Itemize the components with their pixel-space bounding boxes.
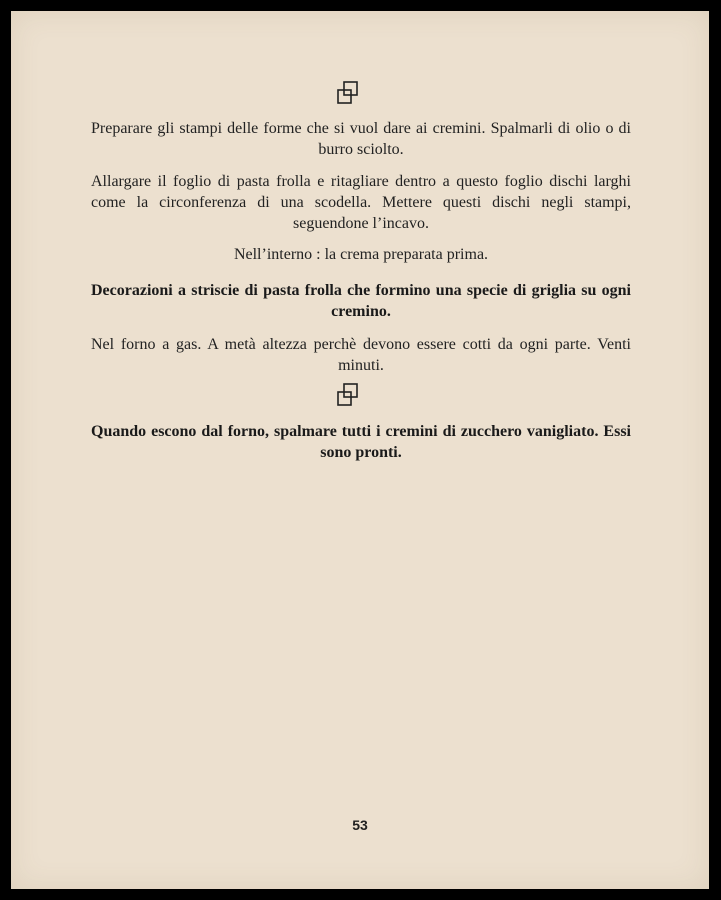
- paragraph-baking: Nel forno a gas. A metà altezza perchè devono essere cotti da ogni parte. Venti minuti.: [91, 336, 631, 374]
- page-number: 53: [352, 817, 368, 833]
- paragraph-filling: Nell’interno : la crema preparata prima.: [233, 246, 489, 263]
- overlapping-squares-icon: [336, 383, 360, 407]
- paragraph-finish: Quando escono dal forno, spalmare tutti i cremini di zucchero vanigliato. Essi sono pronti.: [91, 423, 631, 461]
- paragraph-roll-dough: Allargare il foglio di pasta frolla e ritagliare dentro a questo foglio dischi larghi come la circonferenza di una scodella. Mettere questi dischi negli stampi, seguendone l’incavo.: [91, 173, 631, 232]
- overlapping-squares-icon: [336, 81, 360, 105]
- paragraph-decorations: Decorazioni a striscie di pasta frolla che formino una specie di griglia su ogni cremino.: [91, 282, 631, 320]
- paragraph-prepare-molds: Preparare gli stampi delle forme che si vuol dare ai cremini. Spalmarli di olio o di burro sciolto.: [91, 120, 631, 158]
- book-page: [11, 11, 709, 889]
